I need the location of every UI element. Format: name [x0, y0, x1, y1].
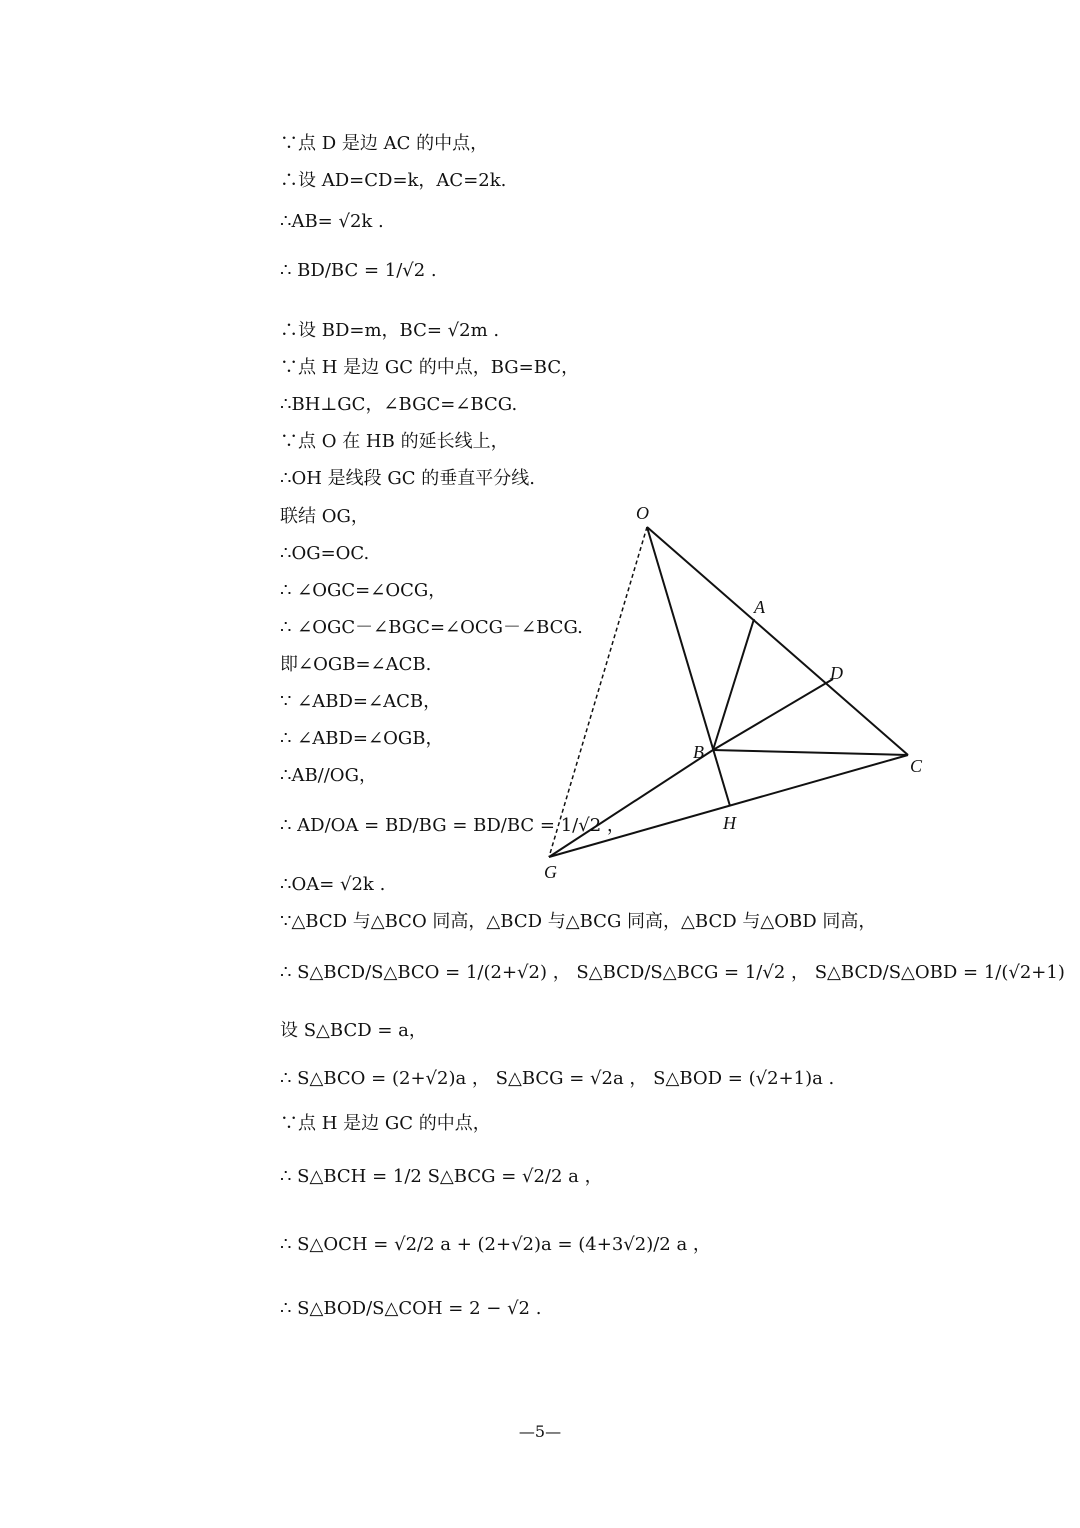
text-line: ∴ S△BCH = 1/2 S△BCG = √2/2 a ， [280, 1166, 603, 1187]
label-C: C [910, 756, 923, 776]
text-line: ∴ ∠OGC=∠OCG， [280, 580, 447, 601]
text-line: ∴ ∠ABD=∠OGB， [280, 728, 444, 749]
text-line: ∴设 BD=m，BC= √2m . [280, 320, 500, 341]
text-line: ∴ S△BOD/S△COH = 2 − √2 . [280, 1298, 542, 1319]
text-line: ∵ ∠ABD=∠ACB， [280, 691, 442, 712]
text-line: ∴ S△BCD/S△BCO = 1/(2+√2) ， S△BCD/S△BCG = 1/√2 ， S△BCD/S△OBD = 1/(√2+1) [280, 962, 1065, 983]
text-line: ∴AB//OG， [280, 765, 377, 786]
segment-GB [549, 750, 713, 857]
segment-OG-dashed [549, 527, 647, 857]
text-line: ∴ S△OCH = √2/2 a + (2+√2)a = (4+3√2)/2 a ， [280, 1234, 711, 1255]
text-line: ∴ S△BCO = (2+√2)a ， S△BCG = √2a ， S△BOD = (√2+1)a . [280, 1068, 835, 1089]
label-G: G [544, 862, 557, 882]
text-line: ∴AB= √2k . [280, 211, 384, 232]
label-H: H [723, 813, 736, 833]
segment-BC [713, 750, 908, 755]
text-line: 联结 OG， [280, 506, 369, 527]
text-line: ∵△BCD 与△BCO 同高，△BCD 与△BCG 同高，△BCD 与△OBD 同高， [280, 911, 877, 932]
segment-OC [647, 527, 908, 755]
text-line: ∴BH⊥GC，∠BGC=∠BCG. [280, 394, 518, 415]
geometry-diagram [530, 495, 950, 895]
text-line: ∴ ∠OGC－∠BGC=∠OCG－∠BCG. [280, 617, 583, 638]
label-B: B [693, 742, 704, 762]
segment-GC [549, 755, 908, 857]
text-line: ∴ BD/BC = 1/√2 . [280, 260, 437, 281]
page-number: —5— [518, 1422, 562, 1441]
text-line: ∵点 O 在 HB 的延长线上， [280, 431, 509, 452]
text-line: ∴OA= √2k . [280, 874, 386, 895]
text-line: ∵点 H 是边 GC 的中点， [280, 1113, 491, 1134]
segment-OH [647, 527, 730, 806]
label-O: O [636, 503, 649, 523]
label-D: D [830, 663, 843, 683]
text-line: 即∠OGB=∠ACB. [280, 654, 432, 675]
text-line: ∴设 AD=CD=k，AC=2k. [280, 170, 507, 191]
text-line: ∴OG=OC. [280, 543, 370, 564]
text-line: ∵点 D 是边 AC 的中点， [280, 133, 489, 154]
text-line: ∵点 H 是边 GC 的中点，BG=BC， [280, 357, 580, 378]
label-A: A [754, 597, 765, 617]
text-line: ∴ AD/OA = BD/BG = BD/BC = 1/√2 ， [280, 815, 625, 836]
text-line: ∴OH 是线段 GC 的垂直平分线. [280, 468, 535, 489]
text-line: 设 S△BCD = a， [280, 1020, 427, 1041]
